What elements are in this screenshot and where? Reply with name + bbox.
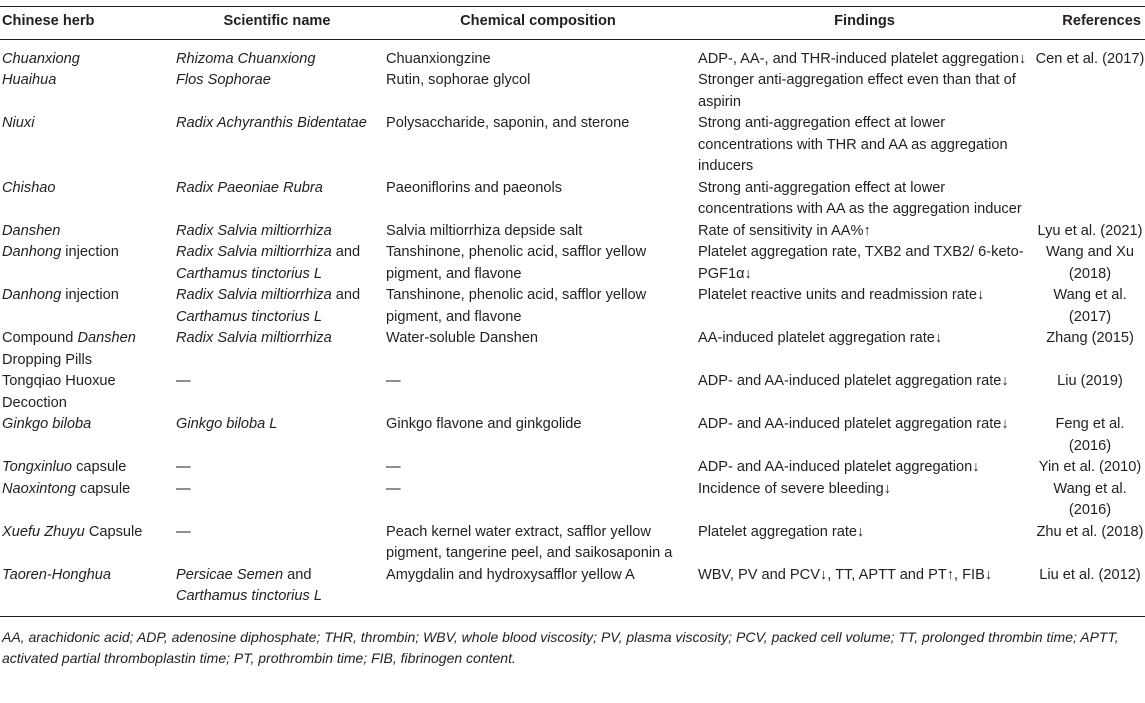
cell-scientific-name bbox=[172, 285, 382, 328]
table-row bbox=[0, 39, 1145, 70]
herb-table bbox=[0, 6, 1145, 617]
table-row bbox=[0, 371, 1145, 414]
cell-scientific-name bbox=[172, 457, 382, 479]
cell-scientific-name-text: and bbox=[331, 287, 361, 303]
cell-chemical-composition: Polysaccharide, saponin, and sterone bbox=[386, 115, 630, 131]
cell-reference bbox=[1035, 113, 1145, 178]
cell-findings: Rate of sensitivity in AA%↑ bbox=[698, 222, 871, 239]
cell-scientific-name bbox=[172, 414, 382, 457]
cell-chemical-composition: — bbox=[386, 459, 401, 475]
cell-scientific-name-text: Radix Achyranthis Bidentatae bbox=[176, 115, 367, 131]
cell-scientific-name-text: Carthamus tinctorius L bbox=[176, 588, 322, 604]
cell-findings: AA-induced platelet aggregation rate↓ bbox=[698, 330, 943, 346]
table-body bbox=[0, 39, 1145, 616]
cell-findings: WBV, PV and PCV↓, TT, APTT and PT↑, FIB↓ bbox=[694, 565, 1035, 617]
table-row bbox=[0, 221, 1145, 243]
header-chinese-herb: Chinese herb bbox=[0, 7, 172, 40]
cell-scientific-name bbox=[172, 328, 382, 371]
cell-scientific-name-text: — bbox=[176, 523, 191, 540]
cell-chinese-herb bbox=[0, 522, 172, 565]
cell-reference: Wang et al. (2017) bbox=[1053, 287, 1127, 325]
cell-chemical-composition: Rutin, sophorae glycol bbox=[386, 72, 531, 88]
table-row bbox=[0, 113, 1145, 178]
cell-scientific-name-text: Rhizoma Chuanxiong bbox=[176, 50, 316, 67]
cell-findings: ADP- and AA-induced platelet aggregation rate↓ bbox=[698, 416, 1009, 432]
cell-chinese-herb-text: Dropping Pills bbox=[2, 351, 93, 368]
cell-scientific-name bbox=[172, 371, 382, 414]
cell-scientific-name-text: Persicae Semen bbox=[176, 566, 284, 583]
cell-chinese-herb-text: Danshen bbox=[2, 222, 61, 239]
header-findings: Findings bbox=[694, 7, 1035, 40]
cell-reference: Liu et al. (2012) bbox=[1035, 565, 1145, 617]
cell-scientific-name-text: — bbox=[176, 480, 191, 497]
cell-chemical-composition: Peach kernel water extract, safflor yellow pigment, tangerine peel, and saikosaponin a bbox=[386, 523, 673, 561]
cell-reference: Zhang (2015) bbox=[1046, 330, 1134, 346]
cell-chinese-herb-text: Chuanxiong bbox=[2, 50, 80, 67]
cell-chemical-composition: Salvia miltiorrhiza depside salt bbox=[386, 222, 583, 239]
cell-reference bbox=[1035, 70, 1145, 113]
cell-chinese-herb bbox=[0, 479, 172, 522]
cell-scientific-name bbox=[172, 113, 382, 178]
cell-chinese-herb-text: Tongqiao Huoxue Decoction bbox=[2, 373, 116, 411]
table-row bbox=[0, 479, 1145, 522]
cell-chinese-herb-text: injection bbox=[61, 244, 119, 260]
cell-findings: ADP- and AA-induced platelet aggregation rate↓ bbox=[698, 373, 1009, 389]
table-row bbox=[0, 285, 1145, 328]
cell-chinese-herb bbox=[0, 221, 172, 243]
table-row bbox=[0, 565, 1145, 617]
cell-scientific-name-text: Flos Sophorae bbox=[176, 72, 271, 88]
cell-chinese-herb-text: Xuefu Zhuyu bbox=[2, 523, 85, 540]
cell-findings: Strong anti-aggregation effect at lower concentrations with AA as the aggregation inducer bbox=[698, 179, 1022, 217]
cell-scientific-name-text: and bbox=[283, 566, 312, 583]
table-row bbox=[0, 242, 1145, 285]
table-header bbox=[0, 7, 1145, 40]
cell-reference bbox=[1035, 178, 1145, 221]
cell-chinese-herb-text: Danshen bbox=[77, 330, 136, 346]
cell-chinese-herb-text: Danhong bbox=[2, 244, 62, 260]
cell-reference: Lyu et al. (2021) bbox=[1037, 222, 1143, 239]
header-scientific-name: Scientific name bbox=[172, 7, 382, 40]
cell-chinese-herb bbox=[0, 565, 172, 617]
cell-chinese-herb-text: Danhong bbox=[2, 287, 62, 303]
cell-chinese-herb bbox=[0, 371, 172, 414]
cell-scientific-name bbox=[172, 178, 382, 221]
cell-scientific-name bbox=[172, 39, 382, 70]
cell-scientific-name-text: Radix Salvia miltiorrhiza bbox=[176, 287, 332, 303]
cell-findings: ADP-, AA-, and THR-induced platelet aggregation↓ bbox=[698, 50, 1027, 67]
cell-findings: ADP- and AA-induced platelet aggregation↓ bbox=[698, 459, 980, 475]
table-row bbox=[0, 328, 1145, 371]
cell-reference: Feng et al. (2016) bbox=[1055, 416, 1125, 454]
cell-chinese-herb-text: Niuxi bbox=[2, 115, 35, 131]
cell-findings: Stronger anti-aggregation effect even than that of aspirin bbox=[698, 72, 1016, 110]
cell-reference: Wang and Xu (2018) bbox=[1046, 244, 1134, 282]
cell-chemical-composition: Amygdalin and hydroxysafflor yellow A bbox=[382, 565, 694, 617]
cell-chinese-herb-text: injection bbox=[61, 287, 119, 303]
cell-scientific-name-text: Radix Salvia miltiorrhiza bbox=[176, 330, 332, 346]
cell-scientific-name bbox=[172, 522, 382, 565]
cell-findings: Platelet reactive units and readmission rate↓ bbox=[698, 287, 985, 303]
cell-chinese-herb bbox=[0, 414, 172, 457]
cell-chinese-herb-text: capsule bbox=[75, 480, 131, 497]
cell-scientific-name-text: — bbox=[176, 459, 191, 475]
cell-scientific-name-text: Radix Salvia miltiorrhiza bbox=[176, 244, 332, 260]
cell-scientific-name bbox=[172, 221, 382, 243]
cell-chemical-composition: — bbox=[386, 480, 401, 497]
cell-reference: Liu (2019) bbox=[1057, 373, 1123, 389]
cell-scientific-name-text: and bbox=[331, 244, 361, 260]
cell-chinese-herb bbox=[0, 113, 172, 178]
cell-chinese-herb-text: Capsule bbox=[84, 523, 143, 540]
header-chemical-composition: Chemical composition bbox=[382, 7, 694, 40]
cell-scientific-name bbox=[172, 479, 382, 522]
cell-chinese-herb bbox=[0, 39, 172, 70]
cell-chinese-herb bbox=[0, 457, 172, 479]
cell-reference: Zhu et al. (2018) bbox=[1036, 523, 1144, 540]
table-row bbox=[0, 457, 1145, 479]
cell-scientific-name-text: Radix Paeoniae Rubra bbox=[176, 179, 323, 196]
cell-scientific-name-text: Ginkgo biloba L bbox=[176, 416, 278, 432]
cell-scientific-name bbox=[172, 565, 382, 617]
cell-chinese-herb-text: Tongxinluo bbox=[2, 459, 73, 475]
cell-chinese-herb bbox=[0, 328, 172, 371]
cell-findings: Platelet aggregation rate↓ bbox=[698, 523, 865, 540]
cell-chemical-composition: Water-soluble Danshen bbox=[386, 330, 538, 346]
header-references: References bbox=[1035, 7, 1145, 40]
cell-scientific-name-text: Carthamus tinctorius L bbox=[176, 308, 322, 325]
cell-chinese-herb-text: Chishao bbox=[2, 179, 56, 196]
table-row bbox=[0, 178, 1145, 221]
cell-chinese-herb bbox=[0, 178, 172, 221]
cell-reference: Cen et al. (2017) bbox=[1035, 50, 1145, 67]
cell-chinese-herb bbox=[0, 242, 172, 285]
cell-chinese-herb bbox=[0, 285, 172, 328]
table-footnote: AA, arachidonic acid; ADP, adenosine diphosphate; THR, thrombin; WBV, whole blood viscosity; PV, plasma viscosity; PCV, packed cell volume; TT, prolonged thrombin time; APTT, activated partial thromboplastin time; PT, prothrombin time; FIB, fibrinogen content. bbox=[2, 628, 1119, 666]
cell-reference: Wang et al. (2016) bbox=[1053, 480, 1127, 518]
cell-chemical-composition: Tanshinone, phenolic acid, safflor yellow pigment, and flavone bbox=[386, 244, 647, 282]
cell-chinese-herb-text: Naoxintong bbox=[2, 480, 76, 497]
cell-chinese-herb-text: Taoren-Honghua bbox=[2, 566, 111, 583]
cell-scientific-name bbox=[172, 70, 382, 113]
cell-chemical-composition: — bbox=[386, 373, 401, 389]
cell-chemical-composition: Chuanxiongzine bbox=[386, 50, 491, 67]
cell-scientific-name-text: — bbox=[176, 373, 191, 389]
cell-scientific-name-text: Carthamus tinctorius L bbox=[176, 265, 322, 282]
cell-chinese-herb-text: Ginkgo biloba bbox=[2, 416, 92, 432]
cell-chemical-composition: Paeoniflorins and paeonols bbox=[386, 179, 563, 196]
cell-chinese-herb bbox=[0, 70, 172, 113]
cell-chemical-composition: Tanshinone, phenolic acid, safflor yellow pigment, and flavone bbox=[386, 287, 647, 325]
table-row bbox=[0, 414, 1145, 457]
table-row bbox=[0, 522, 1145, 565]
cell-findings: Incidence of severe bleeding↓ bbox=[698, 480, 892, 497]
cell-findings: Platelet aggregation rate, TXB2 and TXB2/ 6-keto-PGF1α↓ bbox=[698, 244, 1024, 282]
cell-findings: Strong anti-aggregation effect at lower concentrations with THR and AA as aggregation inducers bbox=[698, 115, 1008, 174]
cell-chemical-composition: Ginkgo flavone and ginkgolide bbox=[386, 416, 582, 432]
cell-scientific-name-text: Radix Salvia miltiorrhiza bbox=[176, 222, 332, 239]
cell-reference: Yin et al. (2010) bbox=[1038, 459, 1142, 475]
cell-chinese-herb-text: Huaihua bbox=[2, 72, 57, 88]
cell-scientific-name bbox=[172, 242, 382, 285]
table-row bbox=[0, 70, 1145, 113]
cell-chinese-herb-text: capsule bbox=[72, 459, 127, 475]
cell-chinese-herb-text: Compound bbox=[2, 330, 78, 346]
